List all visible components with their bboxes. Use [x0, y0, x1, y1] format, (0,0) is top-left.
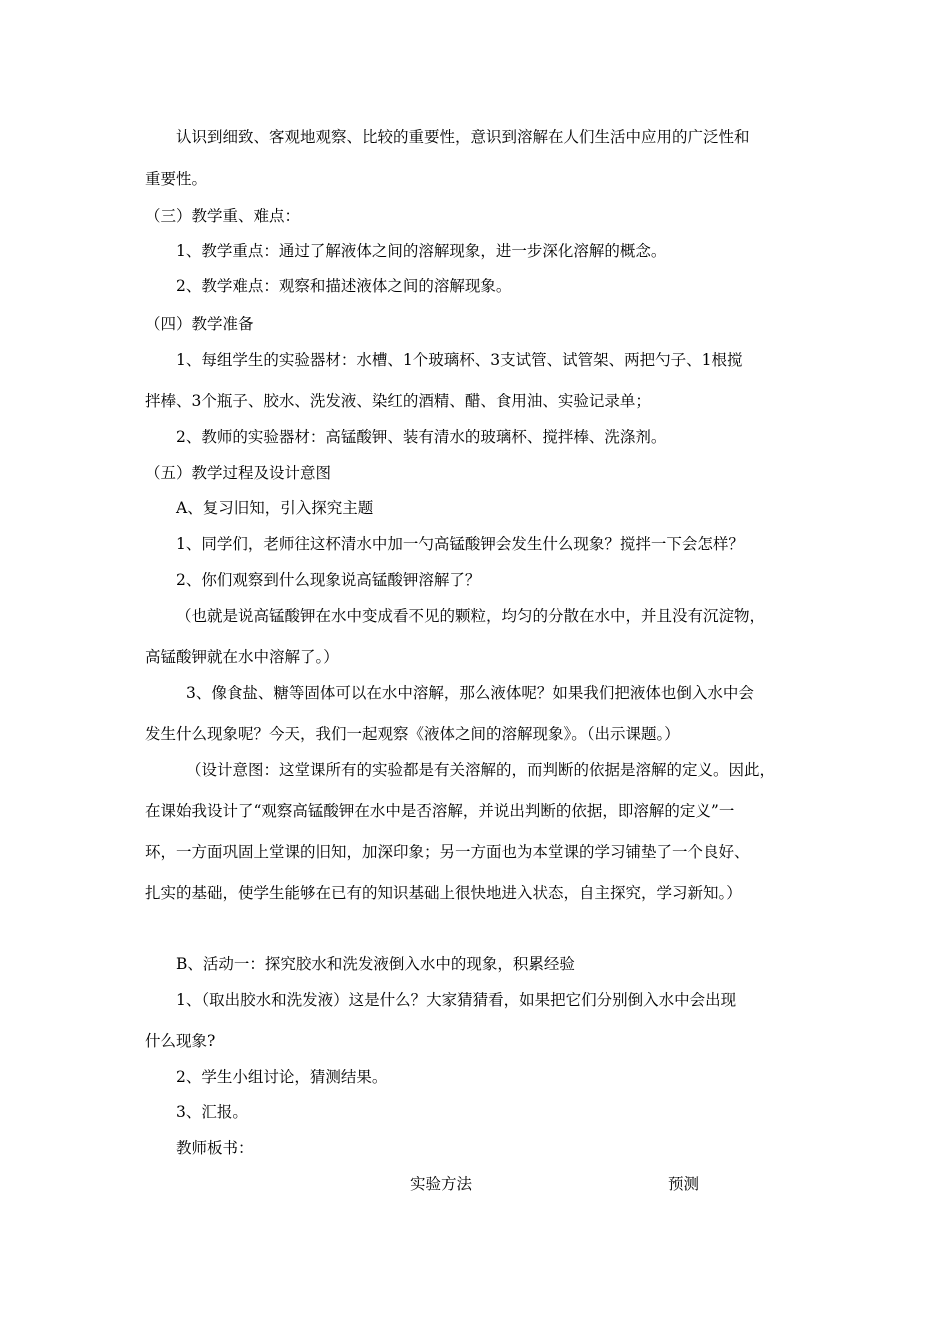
paragraph-line-2: 重要性。: [145, 170, 208, 188]
section-heading-4: （四）教学准备: [145, 315, 254, 333]
design-intent-line-2: 在课始我设计了“观察高锰酸钾在水中是否溶解，并说出判断的依据，即溶解的定义”一: [145, 802, 735, 820]
step-b-heading: B、活动一：探究胶水和洗发液倒入水中的现象，积累经验: [176, 955, 575, 973]
step-a-heading: A、复习旧知，引入探究主题: [176, 499, 374, 517]
paragraph-line-1: 认识到细致、客观地观察、比较的重要性，意识到溶解在人们生活中应用的广泛性和: [176, 128, 750, 146]
step-a-question-2: 2、你们观察到什么现象说高锰酸钾溶解了？: [176, 571, 481, 589]
step-b-item-2: 2、学生小组讨论，猜测结果。: [176, 1068, 388, 1086]
design-intent-line-4: 扎实的基础，使学生能够在已有的知识基础上很快地进入状态，自主探究，学习新知。）: [145, 884, 742, 902]
board-header-prediction: 预测: [668, 1175, 700, 1193]
step-a-note-line-2: 高锰酸钾就在水中溶解了。）: [145, 648, 339, 666]
step-a-question-3-line-1: 3、像食盐、糖等固体可以在水中溶解，那么液体呢？如果我们把液体也倒入水中会: [186, 684, 754, 702]
step-a-question-3-line-2: 发生什么现象呢？今天，我们一起观察《液体之间的溶解现象》。（出示课题。）: [145, 725, 680, 743]
section-heading-5: （五）教学过程及设计意图: [145, 464, 332, 482]
board-header-method: 实验方法: [410, 1175, 473, 1193]
step-b-question-1-line-1: 1、（取出胶水和洗发液）这是什么？大家猜猜看，如果把它们分别倒入水中会出现: [176, 991, 737, 1009]
student-materials-line-2: 拌棒、3个瓶子、胶水、洗发液、染红的酒精、醋、食用油、实验记录单；: [145, 392, 651, 410]
design-intent-line-1: （设计意图：这堂课所有的实验都是有关溶解的，而判断的依据是溶解的定义。因此，: [186, 761, 776, 779]
teacher-materials-line: 2、教师的实验器材：高锰酸钾、装有清水的玻璃杯、搅拌棒、洗涤剂。: [176, 428, 667, 446]
design-intent-line-3: 环，一方面巩固上堂课的旧知，加深印象；另一方面也为本堂课的学习铺垫了一个良好、: [145, 843, 750, 861]
blackboard-label: 教师板书：: [176, 1139, 254, 1157]
step-a-note-line-1: （也就是说高锰酸钾在水中变成看不见的颗粒，均匀的分散在水中，并且没有沉淀物，: [176, 607, 766, 625]
key-point-line: 1、教学重点：通过了解液体之间的溶解现象，进一步深化溶解的概念。: [176, 242, 667, 260]
step-a-question-1: 1、同学们，老师往这杯清水中加一勺高锰酸钾会发生什么现象？搅拌一下会怎样？: [176, 535, 744, 553]
student-materials-line-1: 1、每组学生的实验器材：水槽、1个玻璃杯、3支试管、试管架、两把勺子、1根搅: [176, 351, 743, 369]
difficulty-line: 2、教学难点：观察和描述液体之间的溶解现象。: [176, 277, 512, 295]
step-b-item-3: 3、汇报。: [176, 1103, 248, 1121]
step-b-question-1-line-2: 什么现象?: [145, 1032, 216, 1050]
section-heading-3: （三）教学重、难点：: [145, 207, 301, 225]
